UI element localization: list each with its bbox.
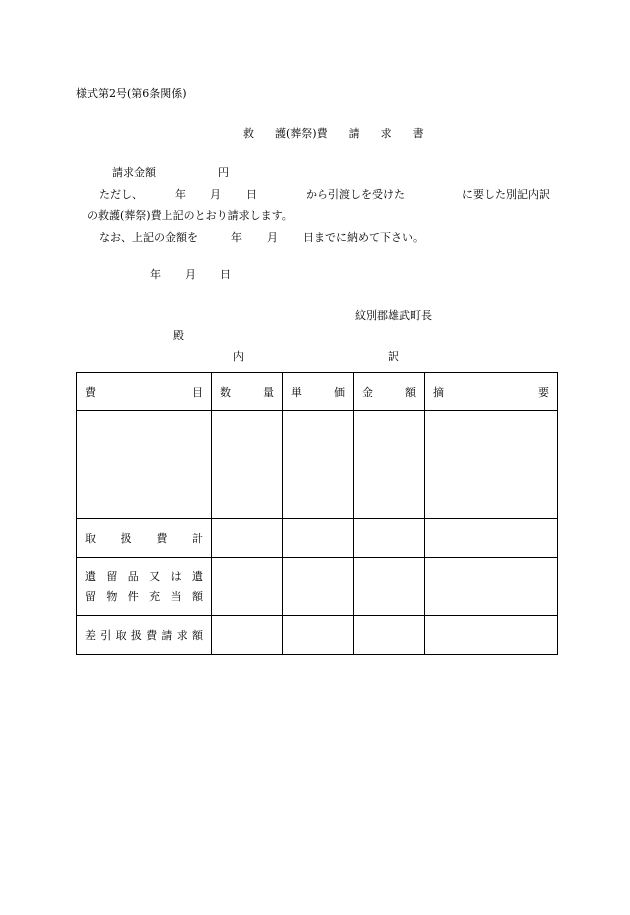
breakdown-title-char: 内 — [233, 350, 244, 363]
table-row-relics — [77, 558, 558, 616]
table-row-entries — [77, 411, 558, 519]
relics-quantity[interactable] — [212, 558, 283, 616]
entry-cell-amount[interactable] — [354, 411, 425, 519]
handling-total-amount[interactable] — [354, 519, 425, 558]
header-quantity: 数 量 — [212, 373, 283, 411]
entry-cell-item[interactable] — [77, 411, 212, 519]
table-row-handling-total — [77, 519, 558, 558]
issuer: 紋別郡雄武町長 — [355, 309, 432, 322]
line1-year: 年 — [175, 188, 186, 201]
net-claim-amount[interactable] — [354, 616, 425, 655]
net-claim-quantity[interactable] — [212, 616, 283, 655]
breakdown-table — [76, 372, 558, 655]
net-claim-unit-price[interactable] — [283, 616, 354, 655]
document-title — [243, 127, 424, 141]
table-header-row — [77, 373, 558, 411]
title-char: 救 — [243, 127, 254, 140]
relics-amount[interactable] — [354, 558, 425, 616]
line2: の救護(葬祭)費上記のとおり請求します。 — [87, 209, 293, 222]
title-char: 書 — [412, 127, 424, 140]
date-day: 日 — [220, 268, 231, 281]
header-unit-price: 単 価 — [283, 373, 354, 411]
title-char: 護(葬祭)費 — [275, 127, 328, 140]
handling-total-remarks[interactable] — [425, 519, 558, 558]
request-amount-label: 請求金額 — [112, 166, 156, 179]
handling-total-unit-price[interactable] — [283, 519, 354, 558]
line3-month: 月 — [267, 231, 278, 244]
title-char: 求 — [380, 127, 392, 140]
date-month: 月 — [185, 268, 196, 281]
net-claim-remarks[interactable] — [425, 616, 558, 655]
breakdown-title-char: 訳 — [388, 350, 399, 363]
line3-suffix: 日までに納めて下さい。 — [303, 231, 424, 244]
line1-prefix: ただし、 — [99, 188, 143, 201]
entry-cell-quantity[interactable] — [212, 411, 283, 519]
handling-total-quantity[interactable] — [212, 519, 283, 558]
relics-unit-price[interactable] — [283, 558, 354, 616]
date-year: 年 — [150, 268, 161, 281]
line3-prefix: なお、上記の金額を — [99, 231, 198, 244]
table-row-net-claim — [77, 616, 558, 655]
header-remarks: 摘 要 — [425, 373, 558, 411]
header-item: 費 目 — [77, 373, 212, 411]
yen-unit: 円 — [218, 166, 229, 179]
addressee-suffix: 殿 — [173, 329, 184, 342]
entry-cell-unit-price[interactable] — [283, 411, 354, 519]
label-relics: 遺 留 品 又 は 遺 留 物 件 充 当 額 — [77, 558, 212, 616]
line1-required: に要した別記内訳 — [462, 188, 550, 201]
line1-handover: から引渡しを受けた — [306, 188, 405, 201]
label-handling-total: 取 扱 費 計 — [77, 519, 212, 558]
label-net-claim: 差 引 取 扱 費 請 求 額 — [77, 616, 212, 655]
entry-cell-remarks[interactable] — [425, 411, 558, 519]
header-amount: 金 額 — [354, 373, 425, 411]
line1-month: 月 — [210, 188, 221, 201]
line3-year: 年 — [231, 231, 242, 244]
relics-remarks[interactable] — [425, 558, 558, 616]
form-number: 様式第2号(第6条関係) — [76, 87, 187, 100]
title-char: 請 — [348, 127, 360, 140]
line1-day: 日 — [246, 188, 257, 201]
